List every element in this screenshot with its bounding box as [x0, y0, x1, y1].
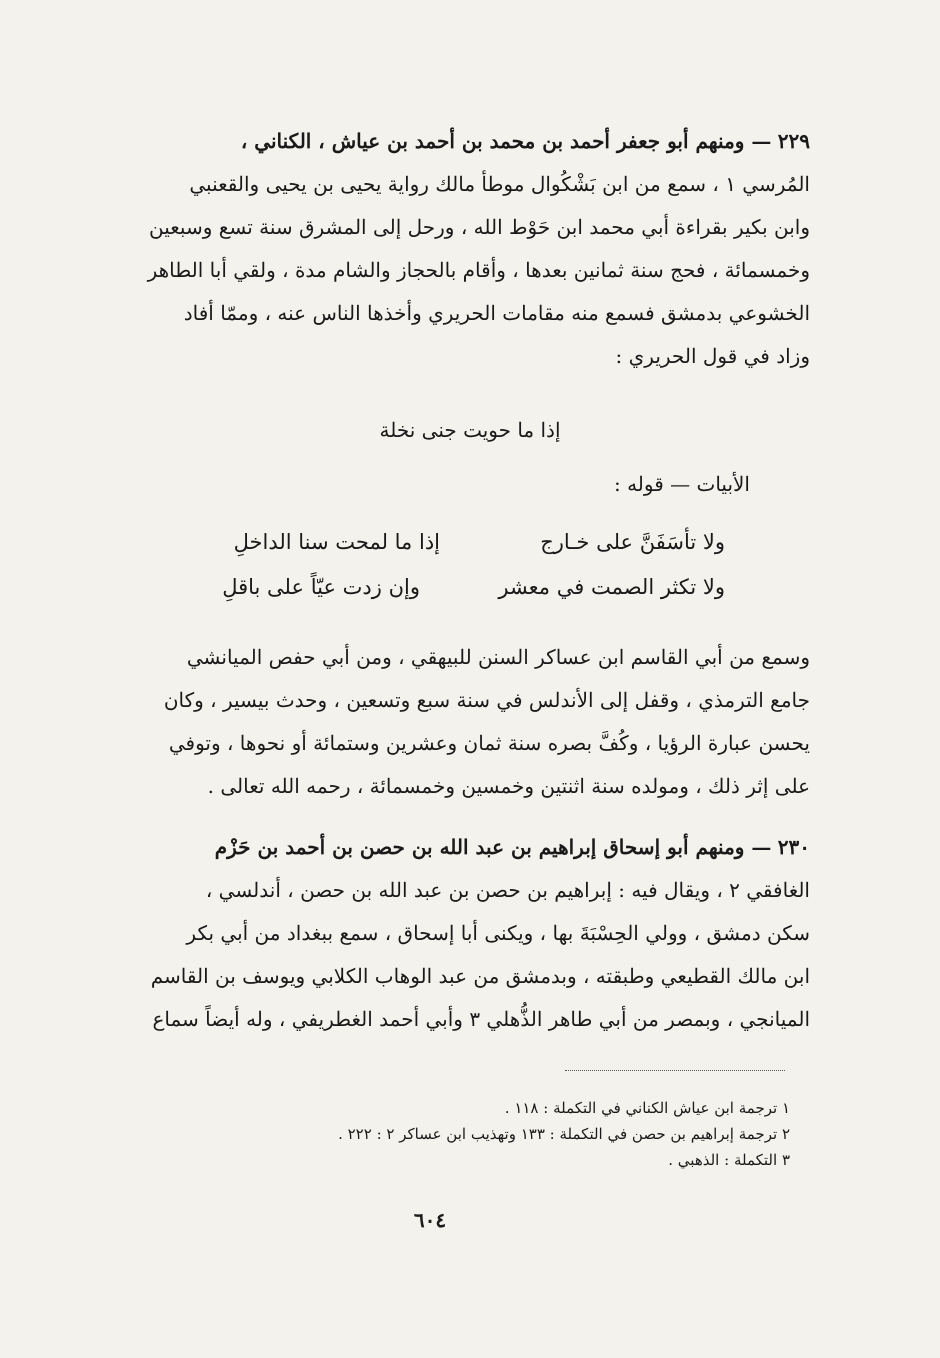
entry-230-line-5: الميانجي ، وبمصر من أبي طاهر الذُّهلي ٣ وأبي أحمد الغطريفي ، وله أيضاً سماع: [152, 1007, 810, 1031]
footnote-2: ٢ ترجمة إبراهيم بن حصن في التكملة : ١٣٣ وتهذيب ابن عساكر ٢ : ٢٢٢ .: [338, 1125, 790, 1143]
page-number: ٦٠٤: [413, 1208, 447, 1232]
entry-229-p2-line-4: على إثر ذلك ، ومولده سنة اثنتين وخمسين وخمسمائة ، رحمه الله تعالى .: [207, 774, 810, 798]
footnote-1: ١ ترجمة ابن عياش الكناني في التكملة : ١١٨ .: [504, 1099, 790, 1117]
entry-229-p2-line-3: يحسن عبارة الرؤيا ، وكُفَّ بصره سنة ثمان وعشرين وستمائة أو نحوها ، وتوفي: [168, 731, 810, 755]
entry-229-line-4: وخمسمائة ، فحج سنة ثمانين بعدها ، وأقام بالحجاز والشام مدة ، ولقي أبا الطاهر: [147, 258, 810, 282]
entry-230-line-2: الغافقي ٢ ، ويقال فيه : إبراهيم بن حصن بن عبد الله بن حصن ، أندلسي ،: [205, 878, 810, 902]
quoted-hemistich: إذا ما حويت جنى نخلة: [379, 418, 561, 442]
entry-230-line-3: سكن دمشق ، وولي الحِسْبَةَ بها ، ويكنى أبا إسحاق ، سمع ببغداد من أبي بكر: [186, 921, 810, 945]
entry-229-paragraph-2: [120, 636, 810, 808]
entry-229-line-3: وابن بكير بقراءة أبي محمد ابن حَوْط الله ، ورحل إلى المشرق سنة تسع وسبعين: [149, 215, 810, 239]
entry-230-line-1: ٢٣٠ — ومنهم أبو إسحاق إبراهيم بن عبد الله بن حصن بن أحمد بن حَزْم: [214, 835, 810, 859]
entry-229-p2-line-1: وسمع من أبي القاسم ابن عساكر السنن للبيهقي ، ومن أبي حفص الميانشي: [186, 645, 810, 669]
entry-229-line-1: ٢٢٩ — ومنهم أبو جعفر أحمد بن محمد بن أحمد بن عياش ، الكناني ،: [240, 129, 810, 153]
verse-1-second-half: إذا ما لمحت سنا الداخلِ: [233, 530, 440, 554]
entry-230-line-4: ابن مالك القطيعي وطبقته ، وبدمشق من عبد الوهاب الكلابي ويوسف بن القاسم: [150, 964, 810, 988]
verses-intro: الأبيات — قوله :: [613, 472, 750, 496]
footnote-separator: [565, 1070, 785, 1071]
verse-2-second-half: وإن زدت عيّاً على باقلِ: [222, 575, 420, 599]
footnotes: [170, 1095, 790, 1173]
entry-230-number: ٢٣٠: [777, 835, 810, 859]
entry-229-line-2: المُرسي ١ ، سمع من ابن بَشْكُوال موطأ مالك رواية يحيى بن يحيى والقعنبي: [189, 172, 810, 196]
verse-2-first-half: ولا تكثر الصمت في معشر: [498, 575, 725, 599]
entry-229-p2-line-2: جامع الترمذي ، وقفل إلى الأندلس في سنة سبع وتسعين ، وحدث بيسير ، وكان: [163, 688, 810, 712]
entry-229-number: ٢٢٩: [777, 129, 810, 153]
entry-229-line-6: وزاد في قول الحريري :: [615, 344, 810, 368]
entry-229-paragraph: [120, 120, 810, 378]
verse-1-first-half: ولا تأسَفَنَّ على خـارج: [540, 530, 725, 554]
entry-229-line-5: الخشوعي بدمشق فسمع منه مقامات الحريري وأخذها الناس عنه ، وممّا أفاد: [183, 301, 810, 325]
entry-230-paragraph: [120, 826, 810, 1041]
footnote-3: ٣ التكملة : الذهبي .: [668, 1151, 790, 1169]
